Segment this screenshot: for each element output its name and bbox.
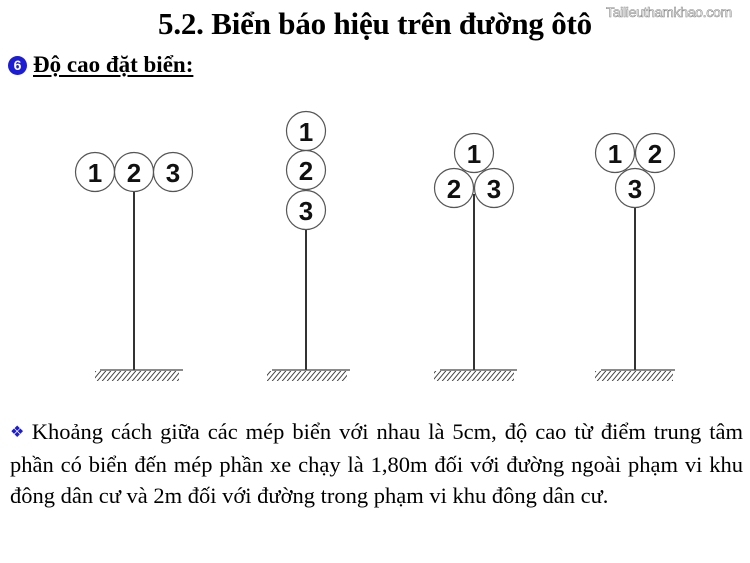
sign-1: 1 bbox=[87, 158, 103, 188]
sign-1: 1 bbox=[298, 117, 314, 147]
watermark: Tailieuthamkhao.com bbox=[606, 4, 732, 20]
body-paragraph bbox=[10, 416, 743, 512]
diagram-column bbox=[267, 112, 350, 382]
diagram-triangle bbox=[434, 134, 517, 382]
sign-3: 3 bbox=[627, 174, 643, 204]
sign-1: 1 bbox=[607, 139, 623, 169]
sign-2: 2 bbox=[647, 139, 663, 169]
sign-3: 3 bbox=[165, 158, 181, 188]
sign-3: 3 bbox=[486, 174, 502, 204]
sign-2: 2 bbox=[446, 174, 462, 204]
sign-2: 2 bbox=[298, 156, 314, 186]
diagram-row bbox=[76, 153, 193, 382]
sign-3: 3 bbox=[298, 196, 314, 226]
slide-title: 5.2. Biển báo hiệu trên đường ôtô bbox=[158, 6, 592, 41]
paragraph-text: Khoảng cách giữa các mép biển với nhau là 5cm, độ cao từ điểm trung tâm phần có biển đến mép phần xe chạy là 1,80m đối với đường ngoài phạm vi khu đông dân cư và 2m đối với đường trong phạm vi khu đông dân cư. bbox=[10, 419, 743, 508]
diamond-bullet-icon: ❖ bbox=[10, 424, 27, 441]
subheading-text: Độ cao đặt biển: bbox=[33, 52, 194, 77]
sign-1: 1 bbox=[466, 139, 482, 169]
sign-2: 2 bbox=[126, 158, 142, 188]
number-badge-icon: 6 bbox=[8, 56, 27, 75]
diagram-inverted-triangle bbox=[595, 134, 675, 382]
